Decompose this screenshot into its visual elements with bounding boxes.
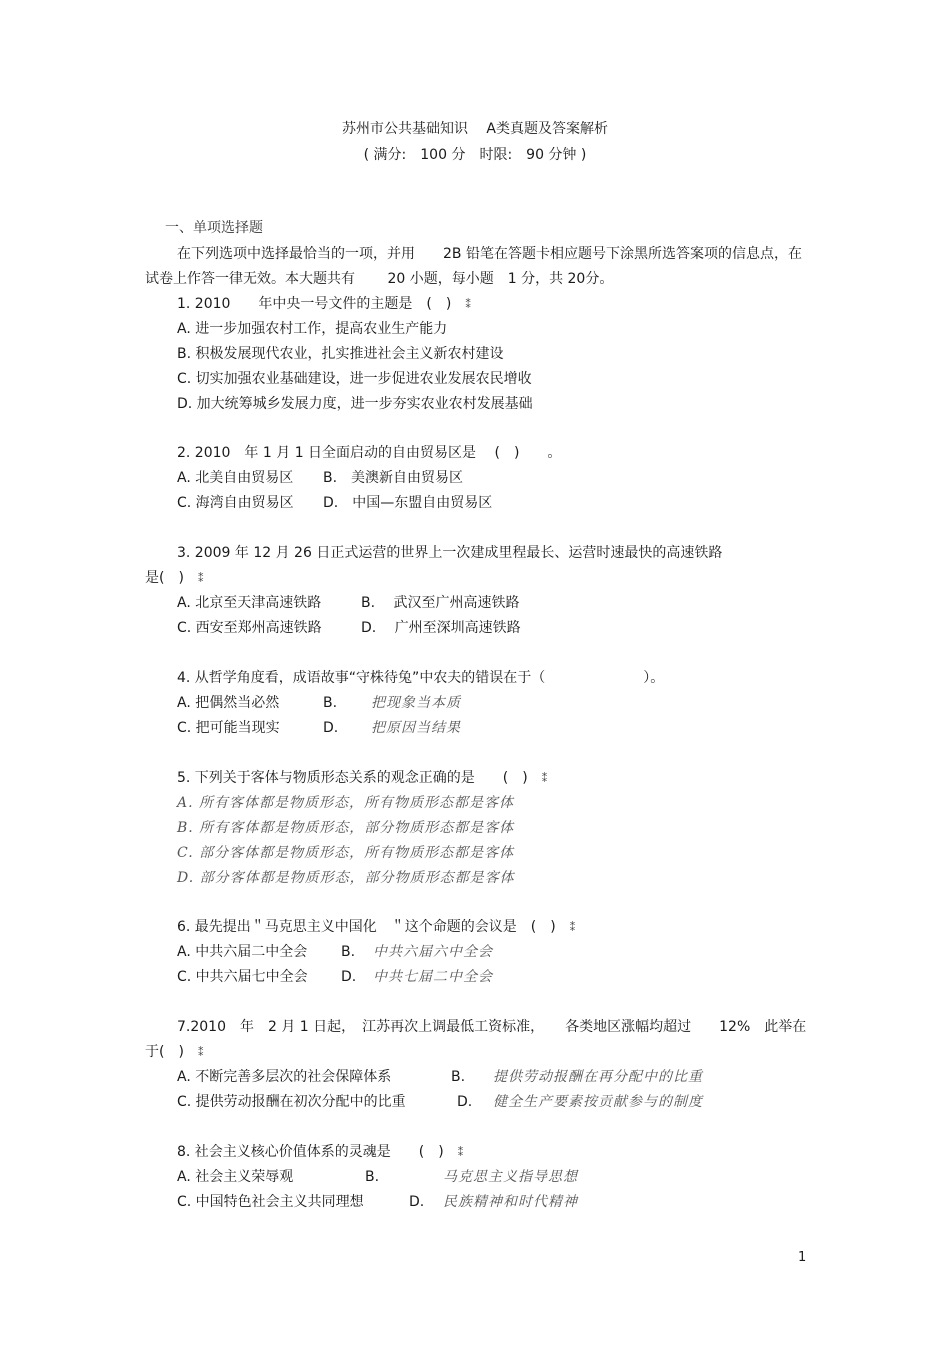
option-row xyxy=(145,616,805,641)
option-c: C. 西安至郑州高速铁路 xyxy=(177,620,322,636)
option-b: 把现象当本质 xyxy=(371,695,461,711)
option-b: B. 武汉至广州高速铁路 xyxy=(361,595,520,611)
option-d: 中共七届二中全会 xyxy=(373,969,493,985)
option-a: A. 进一步加强农村工作，提高农业生产能力 xyxy=(177,321,448,337)
option-c: C. 中共六届七中全会 xyxy=(177,969,308,985)
option-row xyxy=(145,1165,805,1190)
option-row xyxy=(145,591,805,616)
question-stem: 1. 2010 年中央一号文件的主题是 ( ) ⁑ xyxy=(145,292,805,317)
option-d: D. 广州至深圳高速铁路 xyxy=(361,620,521,636)
option-b: 马克思主义指导思想 xyxy=(443,1169,578,1185)
option-b-letter: B. xyxy=(323,695,338,711)
option-row xyxy=(145,940,805,965)
option-row xyxy=(145,716,805,741)
option-a: A. 把偶然当必然 xyxy=(177,695,280,711)
page-subtitle: ( 满分: 100 分 时限: 90 分钟 ) xyxy=(363,147,587,163)
question-6 xyxy=(145,915,805,990)
question-stem-continued: 是( ) ⁑ xyxy=(145,566,805,591)
option-d: 把原因当结果 xyxy=(371,720,461,736)
option-b-letter: B. xyxy=(365,1169,380,1185)
option-b-letter: B. xyxy=(451,1069,466,1085)
option-b: 提供劳动报酬在再分配中的比重 xyxy=(493,1069,703,1085)
option-d: D. 加大统筹城乡发展力度，进一步夯实农业农村发展基础 xyxy=(177,396,533,412)
option-b-letter: B. xyxy=(341,944,356,960)
option-b: B. 所有客体都是物质形态，部分物质形态都是客体 xyxy=(177,820,515,836)
option-c: C. 提供劳动报酬在初次分配中的比重 xyxy=(177,1094,406,1110)
question-stem-continued: 于( ) ⁑ xyxy=(145,1040,805,1065)
option-c: C. 海湾自由贸易区 xyxy=(177,495,294,511)
question-stem: 4. 从哲学角度看，成语故事“守株待兔”中农夫的错误在于（ ）。 xyxy=(177,670,665,686)
option-row xyxy=(145,1190,805,1215)
answer-mark-icon: ⁑ xyxy=(569,921,576,934)
question-stem: 8. 社会主义核心价值体系的灵魂是 ( ) ⁑ xyxy=(145,1140,805,1165)
option-d: 健全生产要素按贡献参与的制度 xyxy=(493,1094,703,1110)
question-3 xyxy=(145,541,805,641)
option-a: A. 中共六届二中全会 xyxy=(177,944,308,960)
question-1 xyxy=(145,292,805,417)
answer-mark-icon: ⁑ xyxy=(457,1146,464,1159)
answer-mark-icon: ⁑ xyxy=(197,572,204,585)
question-4 xyxy=(145,666,805,741)
option-d-letter: D. xyxy=(409,1194,425,1210)
option-row xyxy=(145,1065,805,1090)
question-8 xyxy=(145,1140,805,1215)
option-a: A. 不断完善多层次的社会保障体系 xyxy=(177,1069,392,1085)
option-row xyxy=(145,691,805,716)
section-heading: 一、单项选择题 xyxy=(165,220,263,236)
answer-mark-icon: ⁑ xyxy=(541,772,548,785)
option-c: C. 切实加强农业基础建设，进一步促进农业发展农民增收 xyxy=(177,371,532,387)
option-c: C. 把可能当现实 xyxy=(177,720,280,736)
question-7 xyxy=(145,1015,805,1115)
question-stem: 3. 2009 年 12 月 26 日正式运营的世界上一次建成里程最长、运营时速最快的高速铁路 xyxy=(177,545,723,561)
option-d: D. 部分客体都是物质形态，部分物质形态都是客体 xyxy=(177,870,515,886)
option-c: C. 中国特色社会主义共同理想 xyxy=(177,1194,364,1210)
question-2 xyxy=(145,441,805,516)
option-row xyxy=(145,965,805,990)
option-b: B. 积极发展现代农业，扎实推进社会主义新农村建设 xyxy=(177,346,504,362)
instructions-paragraph: 在下列选项中选择最恰当的一项，并用 2B 铅笔在答题卡相应题号下涂黑所选答案项的信息点，在试卷上作答一律无效。本大题共有 20 小题，每小题 1 分，共 20分。 xyxy=(145,246,802,287)
option-a: A. 所有客体都是物质形态，所有物质形态都是客体 xyxy=(177,795,515,811)
question-stem: 7.2010 年 2 月 1 日起， 江苏再次上调最低工资标准， 各类地区涨幅均超过 12% 此举在 xyxy=(177,1019,807,1035)
option-a: A. 北美自由贸易区 xyxy=(177,470,294,486)
question-stem: 2. 2010 年 1 月 1 日全面启动的自由贸易区是 ( ) 。 xyxy=(177,445,562,461)
page-number: 1 xyxy=(798,1250,807,1265)
question-stem: 5. 下列关于客体与物质形态关系的观念正确的是 ( ) ⁑ xyxy=(145,766,805,791)
question-stem: 6. 最先提出＂马克思主义中国化 ＂这个命题的会议是 ( ) ⁑ xyxy=(145,915,805,940)
option-b: B. 美澳新自由贸易区 xyxy=(323,470,464,486)
option-row xyxy=(145,1090,805,1115)
answer-mark-icon: ⁑ xyxy=(465,298,471,311)
option-d-letter: D. xyxy=(457,1094,473,1110)
option-row xyxy=(145,466,805,491)
option-d-letter: D. xyxy=(323,720,339,736)
option-row xyxy=(145,491,805,516)
option-b: 中共六届六中全会 xyxy=(373,944,493,960)
page-title: 苏州市公共基础知识 A类真题及答案解析 xyxy=(341,121,609,137)
question-5 xyxy=(145,766,805,891)
option-a: A. 社会主义荣辱观 xyxy=(177,1169,294,1185)
option-d: 民族精神和时代精神 xyxy=(443,1194,578,1210)
option-c: C. 部分客体都是物质形态，所有物质形态都是客体 xyxy=(177,845,515,861)
option-d-letter: D. xyxy=(341,969,357,985)
answer-mark-icon: ⁑ xyxy=(197,1046,204,1059)
option-a: A. 北京至天津高速铁路 xyxy=(177,595,322,611)
option-d: D. 中国—东盟自由贸易区 xyxy=(323,495,493,511)
